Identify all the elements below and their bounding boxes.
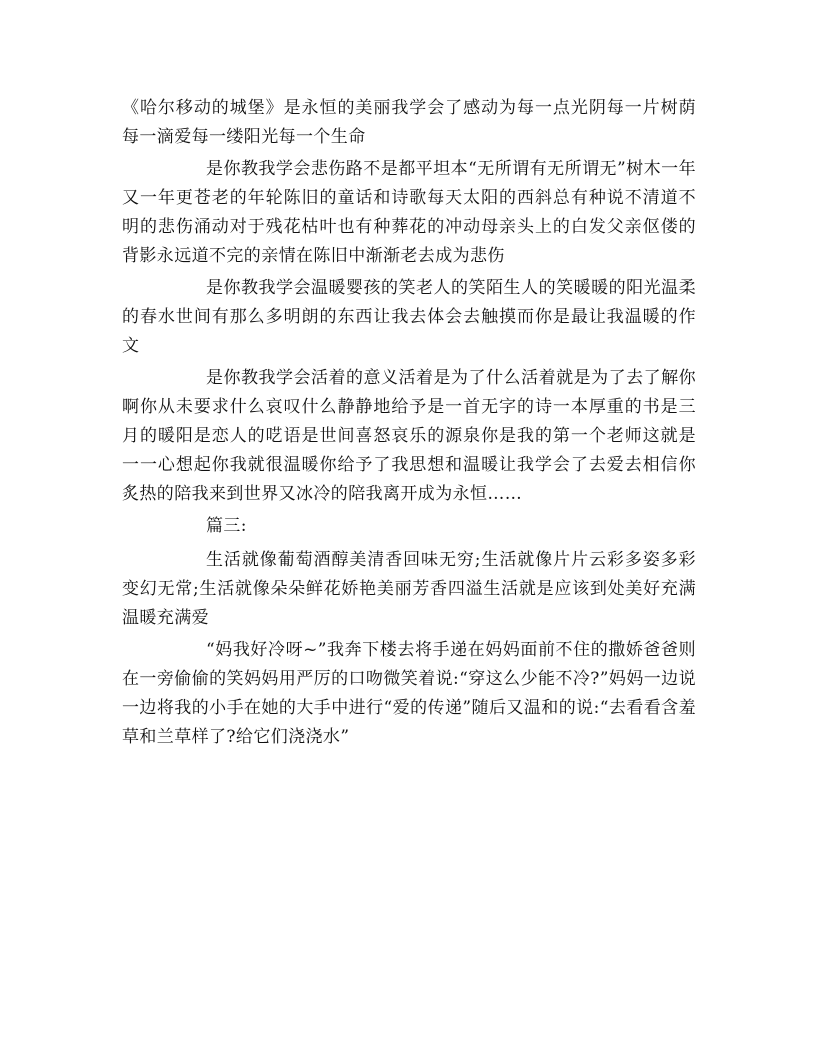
document-body [122, 94, 696, 755]
paragraph-meaning-of-life: 是你教我学会活着的意义活着是为了什么活着就是为了去了解你啊你从未要求什么哀叹什么静静地给予是一首无字的诗一本厚重的书是三月的暖阳是恋人的呓语是世间喜怒哀乐的源泉你是我的第一个老师这就是一一心想起你我就很温暖你给予了我思想和温暖让我学会了去爱去相信你炙热的陪我来到世界又冰冷的陪我离开成为永恒…… [122, 368, 696, 504]
section-heading: 篇三: [206, 516, 247, 536]
paragraph-castle: 《哈尔移动的城堡》是永恒的美丽我学会了感动为每一点光阴每一片树荫每一滴爱每一缕阳光每一个生命 [122, 98, 696, 147]
paragraph-warmth: 是你教我学会温暖婴孩的笑老人的笑陌生人的笑暖暖的阳光温柔的春水世间有那么多明朗的东西让我去体会去触摸而你是最让我温暖的作文 [122, 278, 696, 356]
paragraph-mom-cold: “妈我好冷呀~”我奔下楼去将手递在妈妈面前不住的撒娇爸爸则在一旁偷偷的笑妈妈用严厉的口吻微笑着说:“穿这么少能不冷?”妈妈一边说一边将我的小手在她的大手中进行“爱的传递”随后又温和的说:“去看看含羞草和兰草样了?给它们浇浇水” [122, 640, 696, 747]
paragraph-sadness: 是你教我学会悲伤路不是都平坦本“无所谓有无所谓无”树木一年又一年更苍老的年轮陈旧的童话和诗歌每天太阳的西斜总有种说不清道不明的悲伤涌动对于残花枯叶也有种葬花的冲动母亲头上的白发父亲伛偻的背影永远道不完的亲情在陈旧中渐渐老去成为悲伤 [122, 159, 696, 266]
paragraph-life-is-like: 生活就像葡萄酒醇美清香回味无穷;生活就像片片云彩多姿多彩变幻无常;生活就像朵朵鲜花娇艳美丽芳香四溢生活就是应该到处美好充满温暖充满爱 [122, 550, 696, 628]
